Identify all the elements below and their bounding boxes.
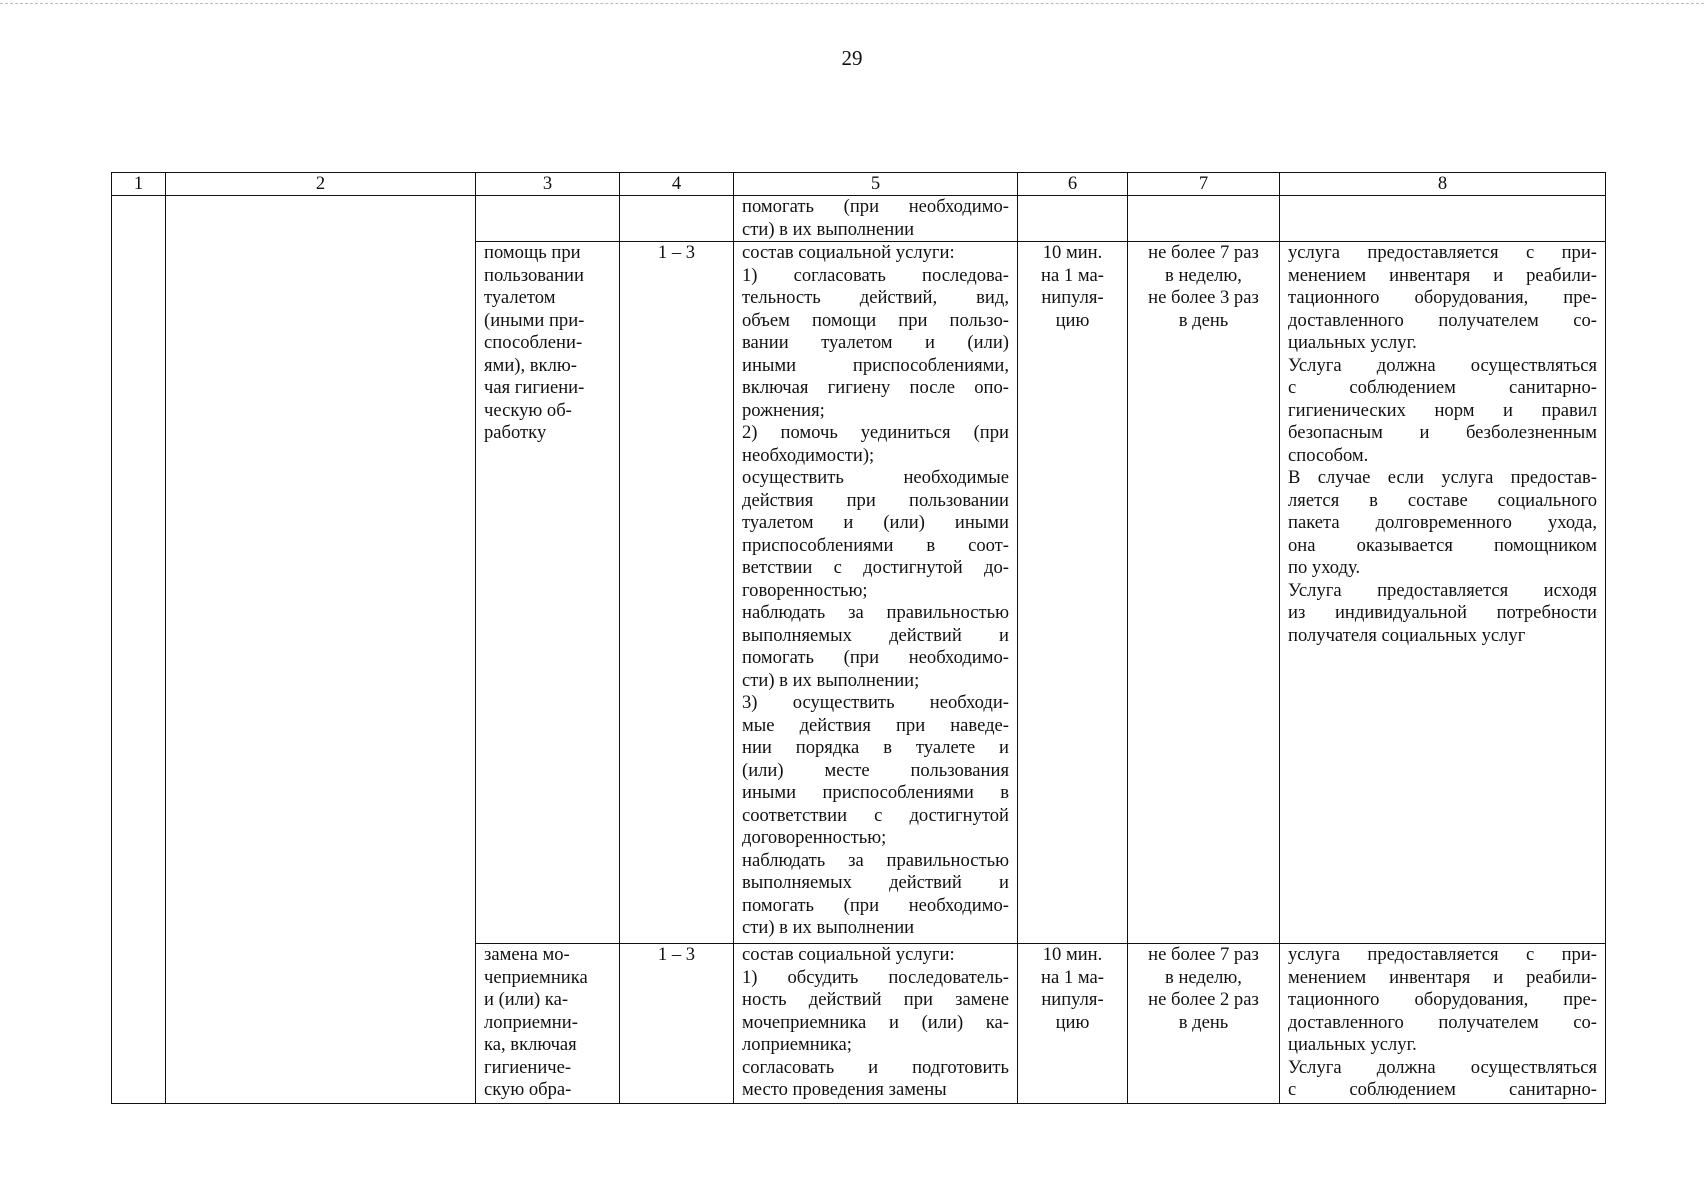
cell-group: [620, 944, 734, 1104]
cell-text-line: вании туалетом и (или): [742, 332, 1009, 353]
cell-text-line: менением инвентаря и реабили-: [1288, 264, 1597, 286]
cell-text-line: скую обра-: [484, 1079, 572, 1100]
cell-text-line: ляется в составе социального: [1288, 489, 1597, 511]
column-header-1: 1: [112, 173, 166, 196]
cell-text-line: не более 2 раз: [1148, 989, 1259, 1010]
cell-text-line: в день: [1178, 309, 1229, 331]
cell-text-line: тационного оборудования, пре-: [1288, 989, 1597, 1010]
cell-text-line: мые действия при наведе-: [742, 714, 1009, 736]
cell-text-line: лоприемни-: [484, 1011, 578, 1033]
cell-text-line: по уходу.: [1288, 557, 1361, 578]
cell-text-line: ческую об-: [484, 399, 572, 421]
cell-text-line: приспособлениями в соот-: [742, 534, 1009, 556]
cell-text-line: цию: [1055, 309, 1090, 331]
page-number: 29: [841, 46, 863, 70]
cell-text-line: выполняемых действий и: [742, 624, 1009, 646]
cell-duration: [1018, 196, 1128, 242]
cell-service-content: [734, 944, 1018, 1104]
cell-col1-empty: [112, 196, 166, 1104]
cell-text-line: в неделю,: [1165, 966, 1242, 988]
cell-text-line: сти) в их выполнении: [742, 218, 915, 240]
cell-conditions: [1280, 944, 1606, 1104]
cell-text-line: согласовать и подготовить: [742, 1056, 1009, 1078]
cell-group: [620, 196, 734, 242]
cell-text-line: туалетом: [484, 287, 556, 308]
cell-text-line: не более 3 раз: [1148, 287, 1259, 308]
cell-text-line: состав социальной услуги:: [742, 242, 955, 263]
column-header-2: 2: [166, 173, 476, 196]
cell-text-line: в день: [1178, 1011, 1229, 1033]
cell-text-line: сти) в их выполнении: [742, 917, 915, 938]
cell-service-name: [476, 944, 620, 1104]
cell-text-line: с соблюдением санитарно-: [1288, 1079, 1597, 1100]
cell-text-line: мочеприемника и (или) ка-: [742, 1011, 1009, 1033]
cell-text-line: нипуля-: [1041, 989, 1104, 1010]
cell-text-line: помогать (при необходимо-: [742, 647, 1009, 668]
cell-text-line: ка, включая: [484, 1034, 577, 1055]
cell-text-line: действия при пользовании: [742, 489, 1009, 511]
cell-text-line: получателя социальных услуг: [1288, 624, 1526, 646]
cell-text-line: рожнения;: [742, 399, 825, 421]
cell-text-line: циальных услуг.: [1288, 1034, 1417, 1055]
cell-text-line: 1) обсудить последователь-: [742, 966, 1009, 988]
cell-text-line: Услуга должна осуществляться: [1288, 354, 1597, 376]
cell-conditions: [1280, 242, 1606, 944]
cell-text-line: из индивидуальной потребности: [1288, 602, 1597, 623]
cell-text-line: место проведения замены: [742, 1079, 947, 1100]
cell-text-line: говоренностью;: [742, 579, 868, 601]
cell-text-line: на 1 ма-: [1041, 264, 1104, 286]
cell-duration: [1018, 242, 1128, 944]
cell-text-line: тационного оборудования, пре-: [1288, 287, 1597, 308]
cell-text-line: состав социальной услуги:: [742, 944, 955, 965]
cell-text-line: лоприемника;: [742, 1034, 852, 1055]
column-header-6: 6: [1018, 173, 1128, 196]
cell-text-line: чая гигиени-: [484, 377, 585, 398]
cell-text-line: Услуга предоставляется исходя: [1288, 579, 1597, 601]
cell-text-line: циальных услуг.: [1288, 332, 1417, 353]
cell-text-line: помощь при: [484, 242, 581, 263]
cell-text-line: туалетом и (или) иными: [742, 512, 1009, 533]
column-header-5: 5: [734, 173, 1018, 196]
cell-col2-empty: [166, 196, 476, 1104]
cell-frequency: [1128, 196, 1280, 242]
column-header-3: 3: [476, 173, 620, 196]
cell-text-line: ями), вклю-: [484, 354, 577, 376]
cell-service-content: [734, 242, 1018, 944]
cell-text-line: сти) в их выполнении;: [742, 669, 920, 691]
cell-text-line: замена мо-: [484, 944, 570, 965]
cell-group: [620, 242, 734, 944]
cell-text-line: В случае если услуга предостав-: [1288, 467, 1597, 488]
scan-edge-line: [0, 3, 1704, 4]
column-numbers-row: [112, 173, 1606, 196]
cell-text-line: тельность действий, вид,: [742, 287, 1009, 308]
cell-text-line: на 1 ма-: [1041, 966, 1104, 988]
table-row: [112, 196, 1606, 242]
cell-text-line: необходимости);: [742, 444, 875, 466]
cell-conditions: [1280, 196, 1606, 242]
cell-text-line: не более 7 раз: [1148, 242, 1259, 263]
cell-text-line: ветствии с достигнутой до-: [742, 557, 1009, 578]
cell-text-line: менением инвентаря и реабили-: [1288, 966, 1597, 988]
cell-text-line: выполняемых действий и: [742, 872, 1009, 893]
cell-text-line: пакета долговременного ухода,: [1288, 512, 1597, 533]
cell-text-line: доставленного получателем со-: [1288, 309, 1597, 331]
cell-text-line: Услуга должна осуществляться: [1288, 1056, 1597, 1078]
cell-text-line: способом.: [1288, 444, 1369, 466]
cell-text-line: 1 – 3: [657, 242, 696, 263]
cell-text-line: она оказывается помощником: [1288, 534, 1597, 556]
cell-text-line: не более 7 раз: [1148, 944, 1259, 965]
cell-text-line: иными приспособлениями,: [742, 354, 1009, 376]
cell-text-line: и (или) ка-: [484, 989, 569, 1010]
cell-text-line: (иными при-: [484, 309, 585, 331]
cell-frequency: [1128, 944, 1280, 1104]
cell-text-line: 10 мин.: [1042, 944, 1103, 965]
cell-text-line: соответствии с достигнутой: [742, 804, 1009, 826]
cell-text-line: чеприемника: [484, 966, 588, 988]
cell-text-line: (или) месте пользования: [742, 759, 1009, 781]
cell-text-line: с соблюдением санитарно-: [1288, 377, 1597, 398]
cell-text-line: нии порядка в туалете и: [742, 737, 1009, 758]
cell-duration: [1018, 944, 1128, 1104]
cell-text-line: услуга предоставляется с при-: [1288, 242, 1597, 263]
cell-text-line: цию: [1055, 1011, 1090, 1033]
cell-text-line: помогать (при необходимо-: [742, 196, 1009, 217]
cell-text-line: помогать (при необходимо-: [742, 894, 1009, 916]
cell-text-line: иными приспособлениями в: [742, 782, 1009, 803]
cell-text-line: наблюдать за правильностью: [742, 849, 1009, 871]
cell-text-line: услуга предоставляется с при-: [1288, 944, 1597, 965]
cell-text-line: 10 мин.: [1042, 242, 1103, 263]
cell-text-line: безопасным и безболезненным: [1288, 422, 1597, 443]
cell-text-line: гигиенических норм и правил: [1288, 399, 1597, 421]
cell-text-line: ность действий при замене: [742, 989, 1009, 1010]
column-header-4: 4: [620, 173, 734, 196]
cell-service-name: [476, 242, 620, 944]
cell-text-line: осуществить необходимые: [742, 467, 1009, 488]
cell-text-line: 3) осуществить необходи-: [742, 692, 1009, 713]
cell-text-line: 1 – 3: [657, 944, 696, 965]
column-header-7: 7: [1128, 173, 1280, 196]
cell-text-line: доставленного получателем со-: [1288, 1011, 1597, 1033]
cell-text-line: наблюдать за правильностью: [742, 602, 1009, 623]
cell-text-line: включая гигиену после опо-: [742, 377, 1009, 398]
cell-text-line: договоренностью;: [742, 827, 887, 848]
cell-service-content: [734, 196, 1018, 242]
cell-text-line: гигиениче-: [484, 1056, 572, 1078]
cell-text-line: способлени-: [484, 332, 583, 353]
cell-text-line: пользовании: [484, 264, 584, 286]
services-table: [111, 172, 1606, 1104]
cell-frequency: [1128, 242, 1280, 944]
cell-text-line: работку: [484, 422, 547, 443]
cell-text-line: 1) согласовать последова-: [742, 264, 1009, 286]
cell-text-line: нипуля-: [1041, 287, 1104, 308]
cell-service-name: [476, 196, 620, 242]
cell-text-line: объем помощи при пользо-: [742, 309, 1009, 331]
column-header-8: 8: [1280, 173, 1606, 196]
cell-text-line: 2) помочь уединиться (при: [742, 422, 1009, 443]
cell-text-line: в неделю,: [1165, 264, 1242, 286]
